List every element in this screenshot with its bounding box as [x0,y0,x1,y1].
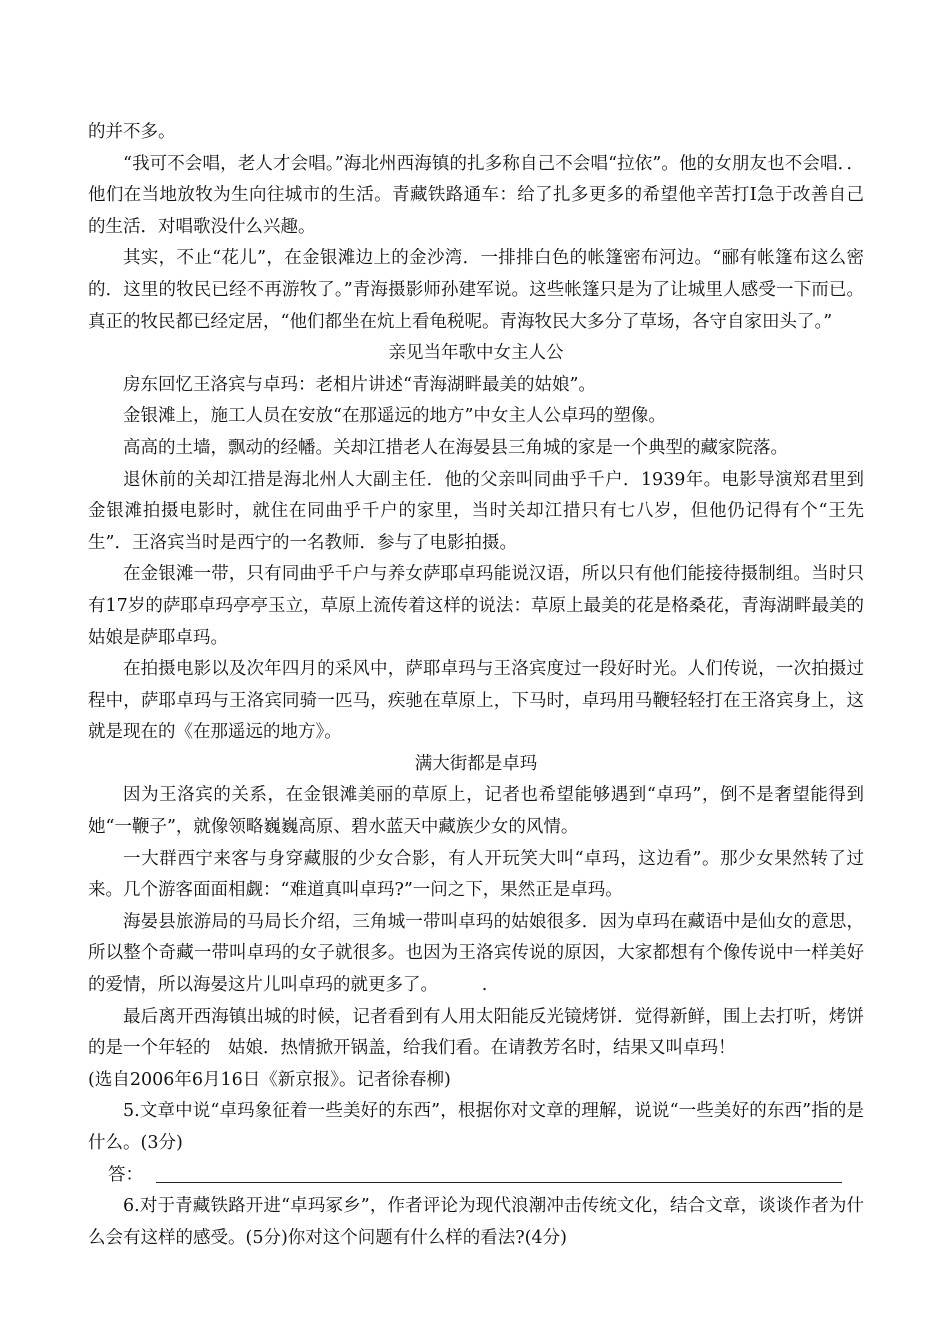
article-source: (选自2006年6月16日《新京报》。记者徐春柳) [88,1069,451,1090]
question-6: 6.对于青藏铁路开进“卓玛冢乡”，作者评论为现代浪潮冲击传统文化，结合文章，谈谈作者为什么会有这样的感受。(5分)你对这个问题有什么样的看法?(4分) [88,1196,864,1248]
answer-label: 答： [108,1164,143,1185]
document-page [88,117,864,1254]
paragraph: “我可不会唱，老人才会唱。”海北州西海镇的扎多称自己不会唱“拉依”。他的女朋友也不会唱．．他们在当地放牧为生向往城市的生活。青藏铁路通车：给了扎多更多的希望他辛苦打Ⅰ急于改善自己的生活．对唱歌没什么兴趣。 [88,153,864,237]
question-5: 5.文章中说“卓玛象征着一些美好的东西”，根据你对文章的理解，说说“一些美好的东西”指的是什么。(3分) [88,1101,864,1153]
paragraph: 退休前的关却江措是海北州人大副主任．他的父亲叫同曲乎千户．1939年。电影导演郑君里到金银滩拍摄电影时，就住在同曲乎千户的家里，当时关却江措只有七八岁，但他仍记得有个“王先生”．王洛宾当时是西宁的一名教师．参与了电影拍摄。 [88,469,864,553]
answer-line [156,1182,842,1183]
paragraph: 最后离开西海镇出城的时候，记者看到有人用太阳能反光镜烤饼．觉得新鲜，围上去打听，烤饼的是一个年轻的 姑娘．热情掀开锅盖，给我们看。在请教芳名时，结果又叫卓玛！ [88,1006,864,1059]
paragraph: 的并不多。 [88,122,176,142]
paragraph: 其实，不止“花儿”，在金银滩边上的金沙湾．一排排白色的帐篷密布河边。“郦有帐篷布这么密的．这里的牧民已经不再游牧了。”青海摄影师孙建军说。这些帐篷只是为了让城里人感受一下而已。真正的牧民都已经定居，“他们都坐在炕上看龟税呢。青海牧民大多分了草场，各守自家田头了。” [88,248,864,332]
paragraph: 在拍摄电影以及次年四月的采风中，萨耶卓玛与王洛宾度过一段好时光。人们传说，一次拍摄过程中，萨耶卓玛与王洛宾同骑一匹马，疾驰在草原上，下马时，卓玛用马鞭轻轻打在王洛宾身上，这就是现在的《在那遥远的地方》。 [88,659,864,743]
paragraph: 因为王洛宾的关系，在金银滩美丽的草原上，记者也希望能够遇到“卓玛”，倒不是奢望能得到她“一鞭子”，就像领略巍巍高原、碧水蓝天中藏族少女的风情。 [88,785,864,838]
section-heading: 满大街都是卓玛 [414,753,538,774]
paragraph: 房东回忆王洛宾与卓玛：老相片讲述“青海湖畔最美的姑娘”。 [123,374,596,395]
answer-row [88,1160,864,1192]
paragraph: 在金银滩一带，只有同曲乎千户与养女萨耶卓玛能说汉语，所以只有他们能接待摄制组。当时只有17岁的萨耶卓玛亭亭玉立，草原上流传着这样的说法：草原上最美的花是格桑花，青海湖畔最美的姑娘是萨耶卓玛。 [88,564,864,648]
paragraph: 高高的土墙，飘动的经幡。关却江措老人在海晏县三角城的家是一个典型的藏家院落。 [123,437,788,458]
paragraph: 海晏县旅游局的马局长介绍，三角城一带叫卓玛的姑娘很多．因为卓玛在藏语中是仙女的意思，所以整个奇藏一带叫卓玛的女子就很多。也因为王洛宾传说的原因，大家都想有个像传说中一样美好的爱情，所以海晏这片儿叫卓玛的就更多了。 . [88,911,864,996]
paragraph: 金银滩上，施工人员在安放“在那遥远的地方”中女主人公卓玛的塑像。 [123,406,666,427]
paragraph: 一大群西宁来客与身穿藏服的少女合影，有人开玩笑大叫“卓玛，这边看”。那少女果然转了过来。几个游客面面相觑：“难道真叫卓玛?”一问之下，果然正是卓玛。 [88,848,864,901]
section-heading: 亲见当年歌中女主人公 [388,343,564,364]
